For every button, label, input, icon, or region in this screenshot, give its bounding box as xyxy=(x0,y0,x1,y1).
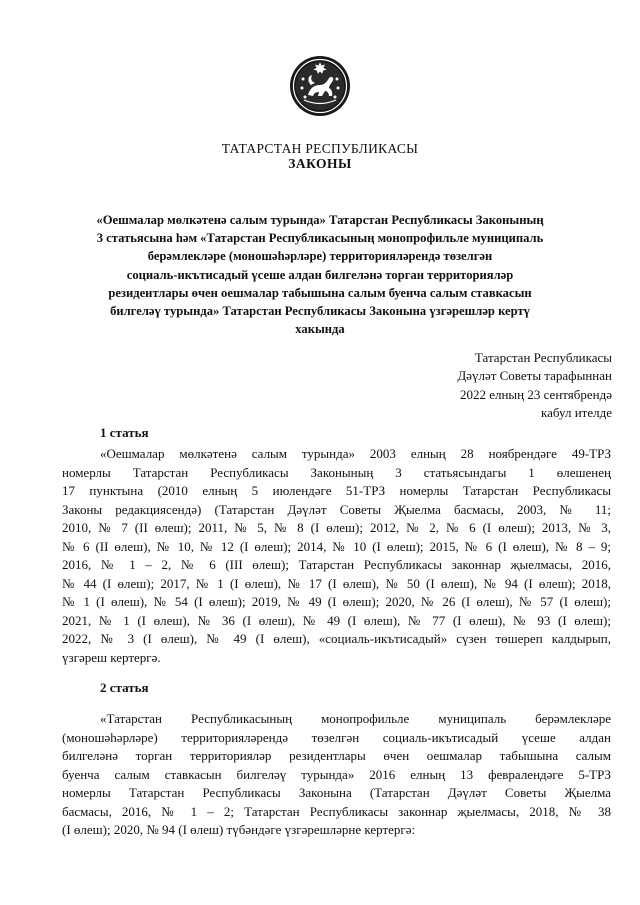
text-line: 2010, № 7 (II өлеш); 2011, № 5, № 8 (I өлеш); 2012, № 2, № 6 (I өлеш); 2013, № 3, xyxy=(62,520,611,536)
text-line: үзгәреш кертергә. xyxy=(62,650,161,666)
text-line: № 6 (II өлеш), № 10, № 12 (I өлеш); 2014, № 10 (I өлеш); 2015, № 6 (I өлеш), № 8 – 9; xyxy=(62,538,611,554)
adoption-line: Татарстан Республикасы xyxy=(474,350,612,365)
title-line: хакында xyxy=(295,322,345,337)
title-line: резидентлары өчен оешмалар табышына салым буенча салым ставкасын xyxy=(108,285,532,300)
text-line: номерлы Татарстан Республикасы Законына (Татарстан Дәүләт Советы Җыелма xyxy=(62,785,611,801)
text-line: билгеләнә торган территорияләр резидентлары өчен оешмалар табышына салым xyxy=(62,748,611,764)
title-line: билгеләү турында» Татарстан Республикасы Законына үзгәрешләр кертү xyxy=(110,304,530,319)
title-line: «Оешмалар мөлкәтенә салым турында» Татарстан Республикасы Законының xyxy=(96,213,544,227)
title-line: берәмлекләре (моношәһәрләре) территорияләрендә төзелгән xyxy=(147,249,493,264)
title-line: 3 статьясына һәм «Татарстан Республикасының монопрофильле муниципаль xyxy=(96,231,544,246)
text-line: 2022, № 3 (I өлеш), № 49 (I өлеш), «социаль-икътисадый» сүзен төшереп калдырып, xyxy=(62,631,611,647)
republic-heading: ТАТАРСТАН РЕСПУБЛИКАСЫ xyxy=(221,141,419,156)
adoption-line: Дәүләт Советы тарафыннан xyxy=(457,368,612,384)
text-line: номерлы Татарстан Республикасы Законының 3 статьясындагы 1 өлешенең xyxy=(62,464,611,480)
text-line: № 1 (I өлеш), № 54 (I өлеш); 2019, № 49 (I өлеш); 2020, № 26 (I өлеш), № 57 (I өлеш); xyxy=(62,594,611,610)
text-line: 17 пунктына (2010 елның 5 июлендәге 51-ТРЗ номерлы Татарстан Республикасы xyxy=(62,483,611,499)
text-line: буенча салым ставкасын билгеләү турында» 2016 елның 13 февралендәге 5-ТРЗ xyxy=(62,766,611,782)
adoption-line: 2022 елның 23 сентябрендә xyxy=(459,386,612,402)
article-1-text xyxy=(62,445,611,668)
article-2-heading: 2 статья xyxy=(100,680,149,695)
title-line: социаль-икътисадый үсеше алдан билгеләнә торган территорияләр xyxy=(126,267,514,282)
text-line: 2021, № 1 (I өлеш), № 36 (I өлеш), № 49 (I өлеш), № 77 (I өлеш), № 93 (I өлеш); xyxy=(62,612,611,628)
adoption-note xyxy=(457,349,612,422)
text-line: (I өлеш); 2020, № 94 (I өлеш) түбәндәге үзгәрешләрне кертергә: xyxy=(62,822,416,838)
text-line: «Оешмалар мөлкәтенә салым турында» 2003 елның 28 ноябрендәге 49-ТРЗ xyxy=(100,446,611,461)
text-line: (моношәһәрләре) территорияләрендә төзелгән социаль-икътисадый үсеше алдан xyxy=(62,729,611,745)
law-title xyxy=(70,211,570,338)
law-heading: ЗАКОНЫ xyxy=(288,156,352,171)
adoption-line: кабул ителде xyxy=(541,404,612,420)
text-line: № 44 (I өлеш); 2017, № 1 (I өлеш), № 17 (I өлеш), № 50 (I өлеш), № 94 (I өлеш); 2018, xyxy=(62,575,611,591)
text-line: Законы редакциясендә) (Татарстан Дәүләт Советы Җыелма басмасы, 2003, № 11; xyxy=(62,501,611,517)
article-2-text xyxy=(62,710,611,840)
text-line: 2016, № 1 – 2, № 6 (III өлеш); Татарстан Республикасы законнар җыелмасы, 2016, xyxy=(62,557,611,573)
text-line: басмасы, 2016, № 1 – 2; Татарстан Республикасы законнар җыелмасы, 2018, № 38 xyxy=(62,803,611,819)
text-line: «Татарстан Республикасының монопрофильле муниципаль берәмлекләре xyxy=(100,711,611,726)
coat-of-arms-icon xyxy=(289,55,351,117)
article-1-heading: 1 статья xyxy=(100,425,149,440)
